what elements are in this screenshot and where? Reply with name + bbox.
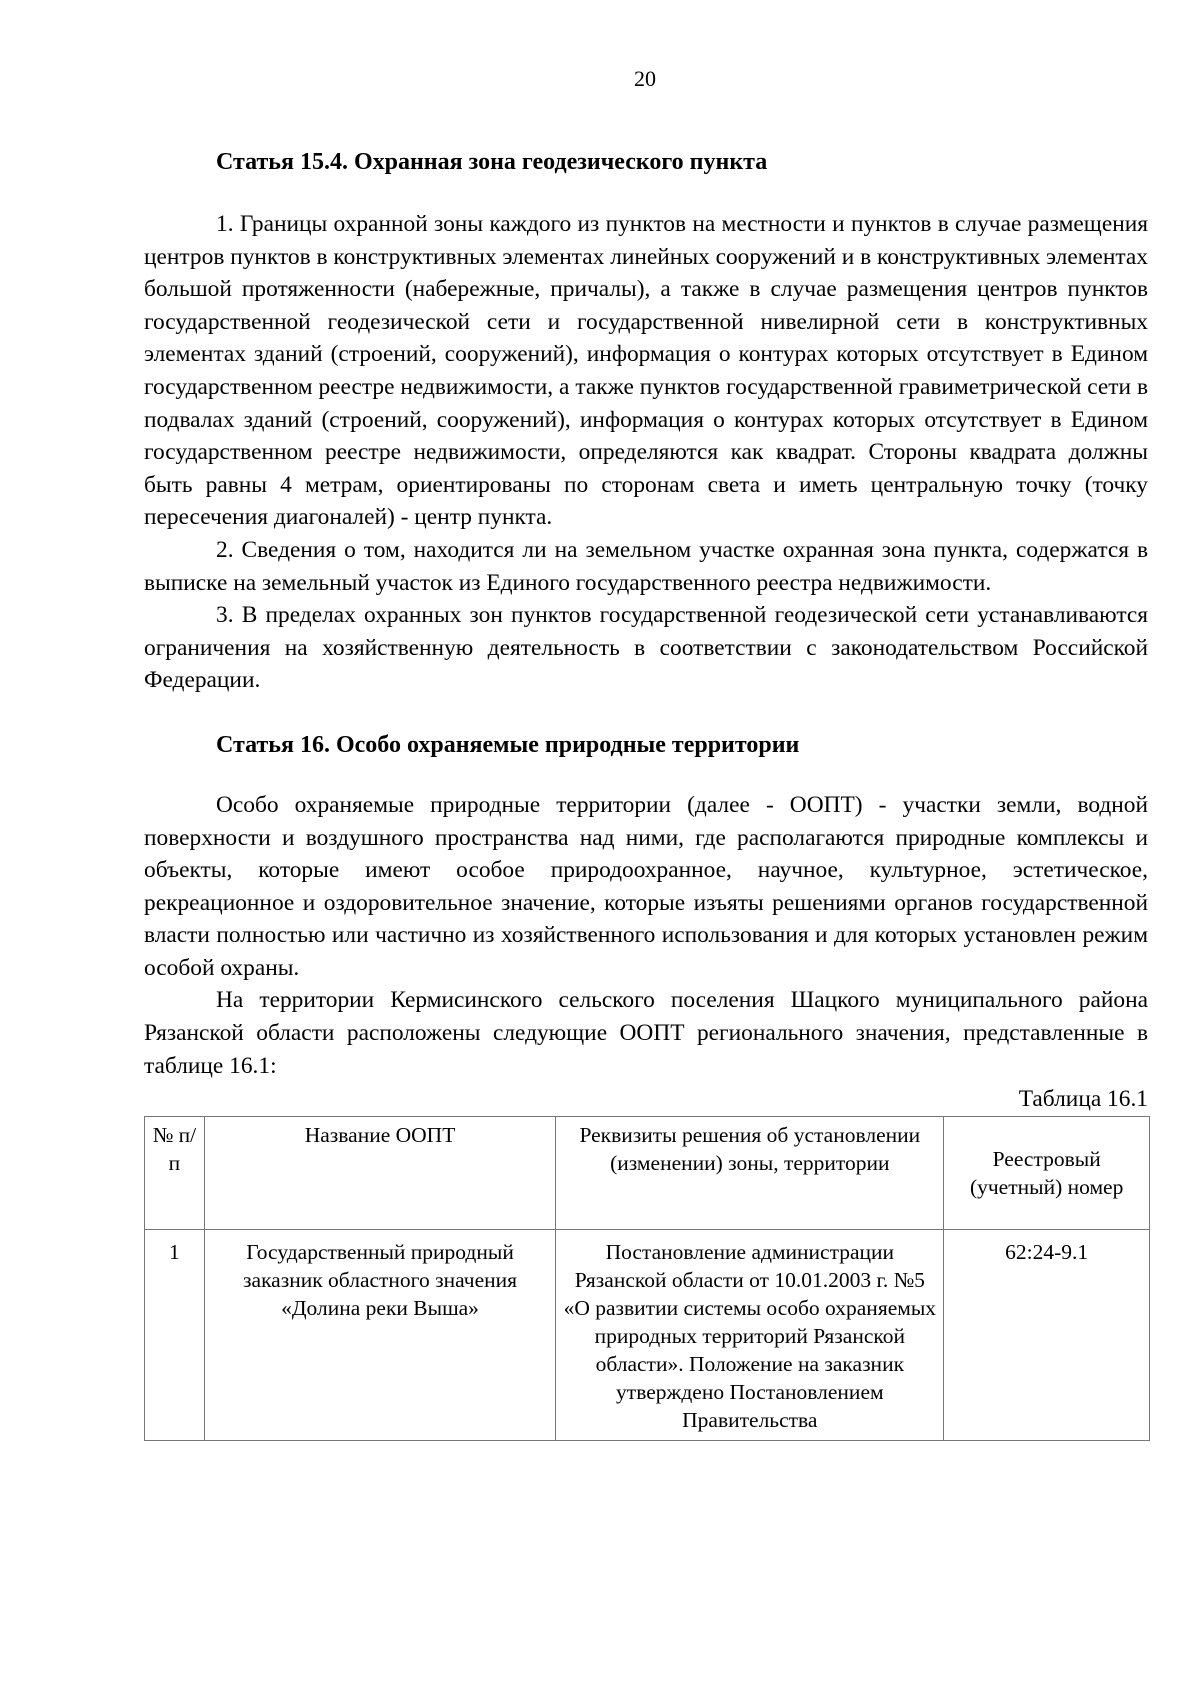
cell-num: 1 <box>145 1230 205 1441</box>
paragraph: 3. В пределах охранных зон пунктов государственной геодезической сети устанавливаются ограничения на хозяйственную деятельность в соответствии с законодательством Российской Федерации. <box>144 602 1148 694</box>
table-header-row <box>145 1117 1150 1230</box>
header-registry: Реестровый (учетный) номер <box>944 1117 1150 1230</box>
paragraph: Особо охраняемые природные территории (далее - ООПТ) - участки земли, водной поверхности и воздушного пространства над ними, где располагаются природные комплексы и объекты, которые имеют особое природоохранное, научное, культурное, эстетическое, рекреационное и оздоровительное значение, которые изъяты решениями органов государственной власти полностью или частично из хозяйственного использования и для которых установлен режим особой охраны. <box>144 791 1148 981</box>
paragraph: 2. Сведения о том, находится ли на земельном участке охранная зона пункта, содержатся в выписке на земельный участок из Единого государственного реестра недвижимости. <box>144 536 1148 596</box>
header-name: Название ООПТ <box>204 1117 556 1230</box>
cell-name: Государственный природный заказник областного значения «Долина реки Выша» <box>204 1230 556 1441</box>
oopt-table <box>144 1116 1150 1441</box>
section-heading-15-4: Статья 15.4. Охранная зона геодезического пункта <box>216 149 768 175</box>
cell-decision: Постановление администрации Рязанской области от 10.01.2003 г. №5 «О развитии системы особо охраняемых природных территорий Рязанской области». Положение на заказник утверждено Постановлением Правительства <box>556 1230 944 1441</box>
header-num: № п/п <box>145 1117 205 1230</box>
cell-registry: 62:24-9.1 <box>944 1230 1150 1441</box>
table-caption: Таблица 16.1 <box>1018 1086 1148 1113</box>
section-heading-16: Статья 16. Особо охраняемые природные территории <box>216 731 800 758</box>
header-decision: Реквизиты решения об установлении (изменении) зоны, территории <box>556 1117 944 1230</box>
page-number: 20 <box>634 66 656 91</box>
document-body <box>144 146 1148 1441</box>
paragraph: На территории Кермисинского сельского поселения Шацкого муниципального района Рязанской области расположены следующие ООПТ регионального значения, представленные в таблице 16.1: <box>144 987 1148 1079</box>
table-row <box>145 1230 1150 1441</box>
paragraph: 1. Границы охранной зоны каждого из пунктов на местности и пунктов в случае размещения центров пунктов в конструктивных элементах линейных сооружений и в конструктивных элементах большой протяженности (набережные, причалы), а также в случае размещения центров пунктов государственной геодезической сети и государственной нивелирной сети в конструктивных элементах зданий (строений, сооружений), информация о контурах которых отсутствует в Едином государственном реестре недвижимости, а также пунктов государственной гравиметрической сети в подвалах зданий (строений, сооружений), информация о контурах которых отсутствует в Едином государственном реестре недвижимости, определяются как квадрат. Стороны квадрата должны быть равны 4 метрам, ориентированы по сторонам света и иметь центральную точку (точку пересечения диагоналей) - центр пункта. <box>144 211 1148 531</box>
